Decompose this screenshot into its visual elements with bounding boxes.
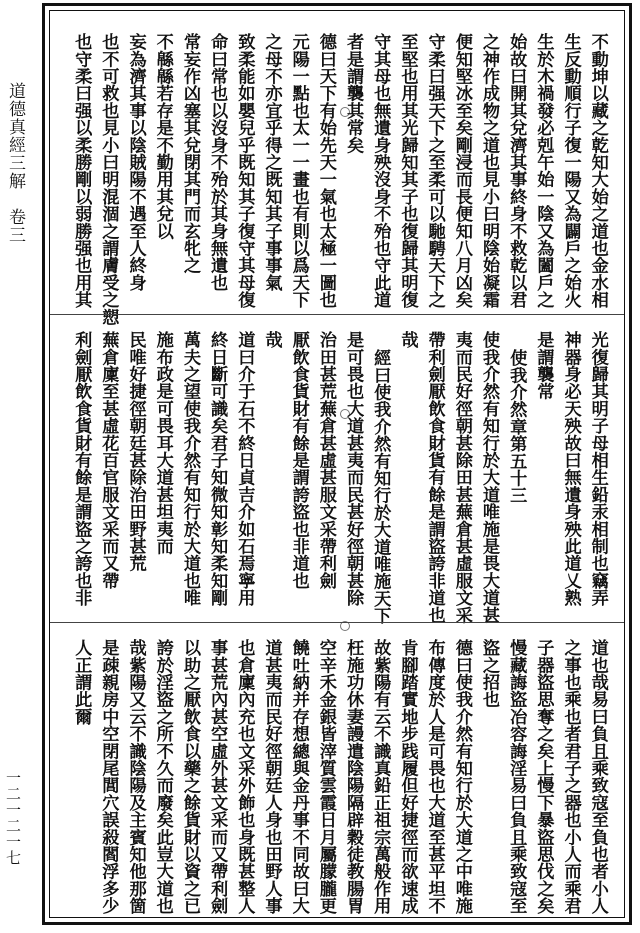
text-column: 利劍厭飲食貨財有餘是謂盜之誇也非 <box>71 331 92 607</box>
text-column: 便知堅冰至矣剛浸而長便知八月凶矣 <box>451 33 472 309</box>
text-column: 道曰介于石不終日貞吉介如石焉寧用 <box>234 331 255 607</box>
text-column: 肯腳踏實地步践履但好捷徑而欲速成 <box>397 639 418 915</box>
text-column: 使我介然有知行於大道唯施是畏大道甚 <box>479 331 500 624</box>
text-column: 是謂襲常 <box>533 331 554 400</box>
text-column: 事甚荒內甚空虛外甚文采而又帶利劍 <box>207 639 228 915</box>
text-column: 之事也乘也者君子之器也小人而乘君 <box>560 639 581 915</box>
text-column: 光復歸其明子母相生鉛汞相制也竊弄 <box>587 331 608 607</box>
text-column: 道甚夷而民好徑朝廷人身也田野人事 <box>261 639 282 915</box>
text-column: 夷而民好徑朝甚除田甚蕪倉甚虛服文采 <box>451 331 472 624</box>
text-column: 神器身必天殃故曰無遺身殃此道乂熟 <box>560 331 581 607</box>
text-column: 守其母也無遺身殃沒身不殆也守此道 <box>370 33 391 309</box>
page-frame <box>42 3 632 925</box>
text-column: 治田甚荒蕪倉甚虛甚服文采帶利劍 <box>315 331 336 589</box>
page-frame-inner <box>49 10 625 918</box>
margin-page-number: 一二一二一七 <box>4 770 22 866</box>
text-column: 厭飲食貨財有餘是謂誇盜也非道也 <box>288 331 309 589</box>
text-column: 蕪倉廩至甚虛花百官服文采而又帶 <box>98 331 119 589</box>
text-column: 哉 <box>397 331 418 349</box>
text-column: 哉 <box>261 331 282 349</box>
text-panel-middle <box>71 331 608 625</box>
text-column: 終日斷可識矣君子知微知彰知柔知剛 <box>207 331 228 607</box>
text-column: 以助之厭飲食以藥之餘貨財以資之已 <box>179 639 200 915</box>
text-column: 饒吐納并存想總與金丹事不同故曰大 <box>288 639 309 915</box>
text-column: 不動坤以藏之乾知大始之道也金水相 <box>587 33 608 309</box>
text-column: 民唯好捷徑朝廷甚除治田野甚荒 <box>125 331 146 572</box>
text-column: 經曰使我介然有知行於大道唯施天下 <box>370 349 391 625</box>
text-column: 是可畏也大道甚夷而民甚好徑朝甚除 <box>343 331 364 607</box>
margin-book-title: 道德真經三解 卷三 <box>5 82 25 244</box>
text-column: 德曰使我介然有知行於大道之中唯施 <box>451 639 472 915</box>
text-column: 也不可救也見小曰明混涸之謂膚受之愬 <box>98 33 119 326</box>
text-column: 布傳度於人是可畏也大道至甚平坦不 <box>424 639 445 915</box>
text-column: 空辛禾金銀皆滓質雲霞日月屬朦朧更 <box>315 639 336 915</box>
text-column: 德曰天下有始先天一氣也太極一圖也 <box>315 33 336 309</box>
text-column: 不緜緜若存是不勤用其兌以 <box>152 33 173 240</box>
text-column: 也倉廩內充也文采外飾也身既甚整人 <box>234 639 255 915</box>
text-column: 元陽一點也太一一畫也有則以爲天下 <box>288 33 309 309</box>
text-column: 生反動順行子復一陽又為闢戶之始火 <box>560 33 581 309</box>
text-column: 枉施功休妻謾遣陰陽隔辟穀徒教腸胃 <box>343 639 364 915</box>
text-column: 者是謂襲其常矣 <box>343 33 364 154</box>
text-column: 生於木禍發必剋午始一陰又為闔戶之 <box>533 33 554 309</box>
text-column: 人正謂此爾 <box>71 639 92 725</box>
text-column: 誇於淫盜之所不久而廢矣此豈大道也 <box>152 639 173 915</box>
text-column: 子器盜思奪之矣上慢下暴盜思伐之矣 <box>533 639 554 915</box>
text-panel-top <box>71 33 608 326</box>
text-column: 之母不亦宜乎得之既知其子事事氣 <box>261 33 282 291</box>
text-column: 慢藏誨盜冶容誨淫易曰負且乘致寇至 <box>506 639 527 915</box>
text-column: 哉紫陽又云不識陰陽及主賓知他那箇 <box>125 639 146 915</box>
text-column: 也守柔曰强以柔勝剛以弱勝强也用其 <box>71 33 92 309</box>
text-column: 始故曰開其兌濟其事終身不救乾以君 <box>506 33 527 309</box>
text-column: 施布政是可畏耳大道甚坦夷而 <box>152 331 173 555</box>
text-column: 帶利劍厭飲食財貨有餘是謂盜誇非道也 <box>424 331 445 624</box>
text-column: 道也哉易曰負且乘致寇至負也者小人 <box>587 639 608 915</box>
text-column: 守柔曰强天下之至柔可以馳騁天下之 <box>424 33 445 309</box>
panel-divider <box>50 622 624 623</box>
text-column: 萬夫之望使我介然有知行於大道也唯 <box>179 331 200 607</box>
text-column: 故紫陽有云不識真鉛正祖宗萬般作用 <box>370 639 391 915</box>
text-column: 妄為濟其事以陰賊陽不遇至人終身 <box>125 33 146 291</box>
text-column: 是疎親房中空閉尾閭穴誤殺閻浮多少 <box>98 639 119 915</box>
panel-divider <box>50 314 624 315</box>
text-column: 盜之招也 <box>479 639 500 708</box>
text-panel-bottom <box>72 639 606 924</box>
text-column: 命曰常也以沒身不殆於其身無遺也 <box>207 33 228 291</box>
text-column: 常妄作凶塞其兌閉其門而玄牝之 <box>179 33 200 274</box>
text-column: 使我介然章第五十三 <box>506 349 527 504</box>
text-column: 致柔能如嬰兒乎既知其子復守其母復 <box>234 33 255 309</box>
text-column: 之神作成物之道也見小曰明陰始凝霜 <box>479 33 500 309</box>
text-column: 至堅也用其光歸知其子也復歸其明復 <box>397 33 418 309</box>
